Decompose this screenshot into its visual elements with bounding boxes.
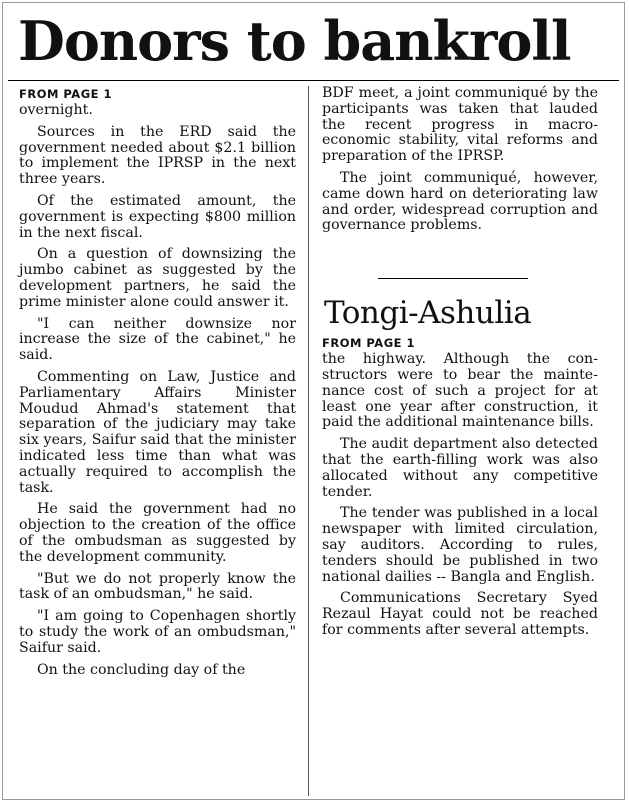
paragraph-story2-0: the highway. Although the constructors were to bear the maintenance cost of such a project for at least one year after construction, it paid the additional maintenance bills. (322, 351, 598, 431)
paragraph-left-5: Commenting on Law, Justice and Parliamentary Affairs Minister Moudud Ahmad's statement that separation of the judiciary may take six years, Saifur said that the minister indicated less time than what was actually required to accomplish the task. (19, 368, 296, 496)
paragraph-left-0: overnight. (19, 102, 93, 118)
paragraph-left-1: Sources in the ERD said the government needed about $2.1 billion to implement the IPRSP in the next three years. (19, 123, 296, 188)
paragraph-right-0: BDF meet, a joint communiqué by the participants was taken that lauded the recent progress in macro-economic stability, vital reforms and preparation of the IPRSP. (322, 85, 598, 165)
jump-label-right: FROM PAGE 1 (322, 336, 416, 351)
paragraph-left-8: "I am going to Copenhagen shortly to study the work of an ombudsman," Saifur said. (19, 608, 296, 656)
headline-rule (8, 80, 619, 81)
paragraph-story2-1: The audit department also detected that the earth-filling work was also allocated without any competitive tender. (322, 436, 598, 500)
story-separator (378, 278, 528, 279)
paragraph-left-7: "But we do not properly know the task of an ombudsman," he said. (19, 570, 296, 603)
paragraph-left-9: On the concluding day of the (37, 661, 246, 678)
paragraph-right-1: The joint communiqué, however, came down hard on deteriorating law and order, widespread corruption and governance problems. (322, 169, 598, 234)
jump-label-left: FROM PAGE 1 (19, 87, 113, 101)
second-story-headline: Tongi-Ashulia (324, 295, 532, 332)
left-column (19, 86, 296, 684)
paragraph-left-4: "I can neither downsize nor increase the size of the cabinet," he said. (19, 315, 296, 364)
right-column (322, 86, 598, 645)
column-divider (308, 86, 309, 796)
paragraph-left-6: He said the government had no objection to the creation of the office of the ombudsman as suggested by the development community. (19, 501, 296, 565)
paragraph-left-2: Of the estimated amount, the government is expecting $800 million in the next fiscal. (19, 192, 296, 241)
paragraph-left-3: On a question of downsizing the jumbo cabinet as suggested by the development partners, he said the prime minister alone could answer it. (19, 246, 296, 310)
paragraph-story2-3: Communications Secretary Syed Rezaul Hayat could not be reached for comments after several attempts. (322, 590, 598, 638)
paragraph-story2-2: The tender was published in a local newspaper with limited circulation, say auditors. According to rules, tenders should be published in two national dailies -- Bangla and English. (322, 505, 598, 585)
article-headline: Donors to bankroll (18, 9, 571, 73)
